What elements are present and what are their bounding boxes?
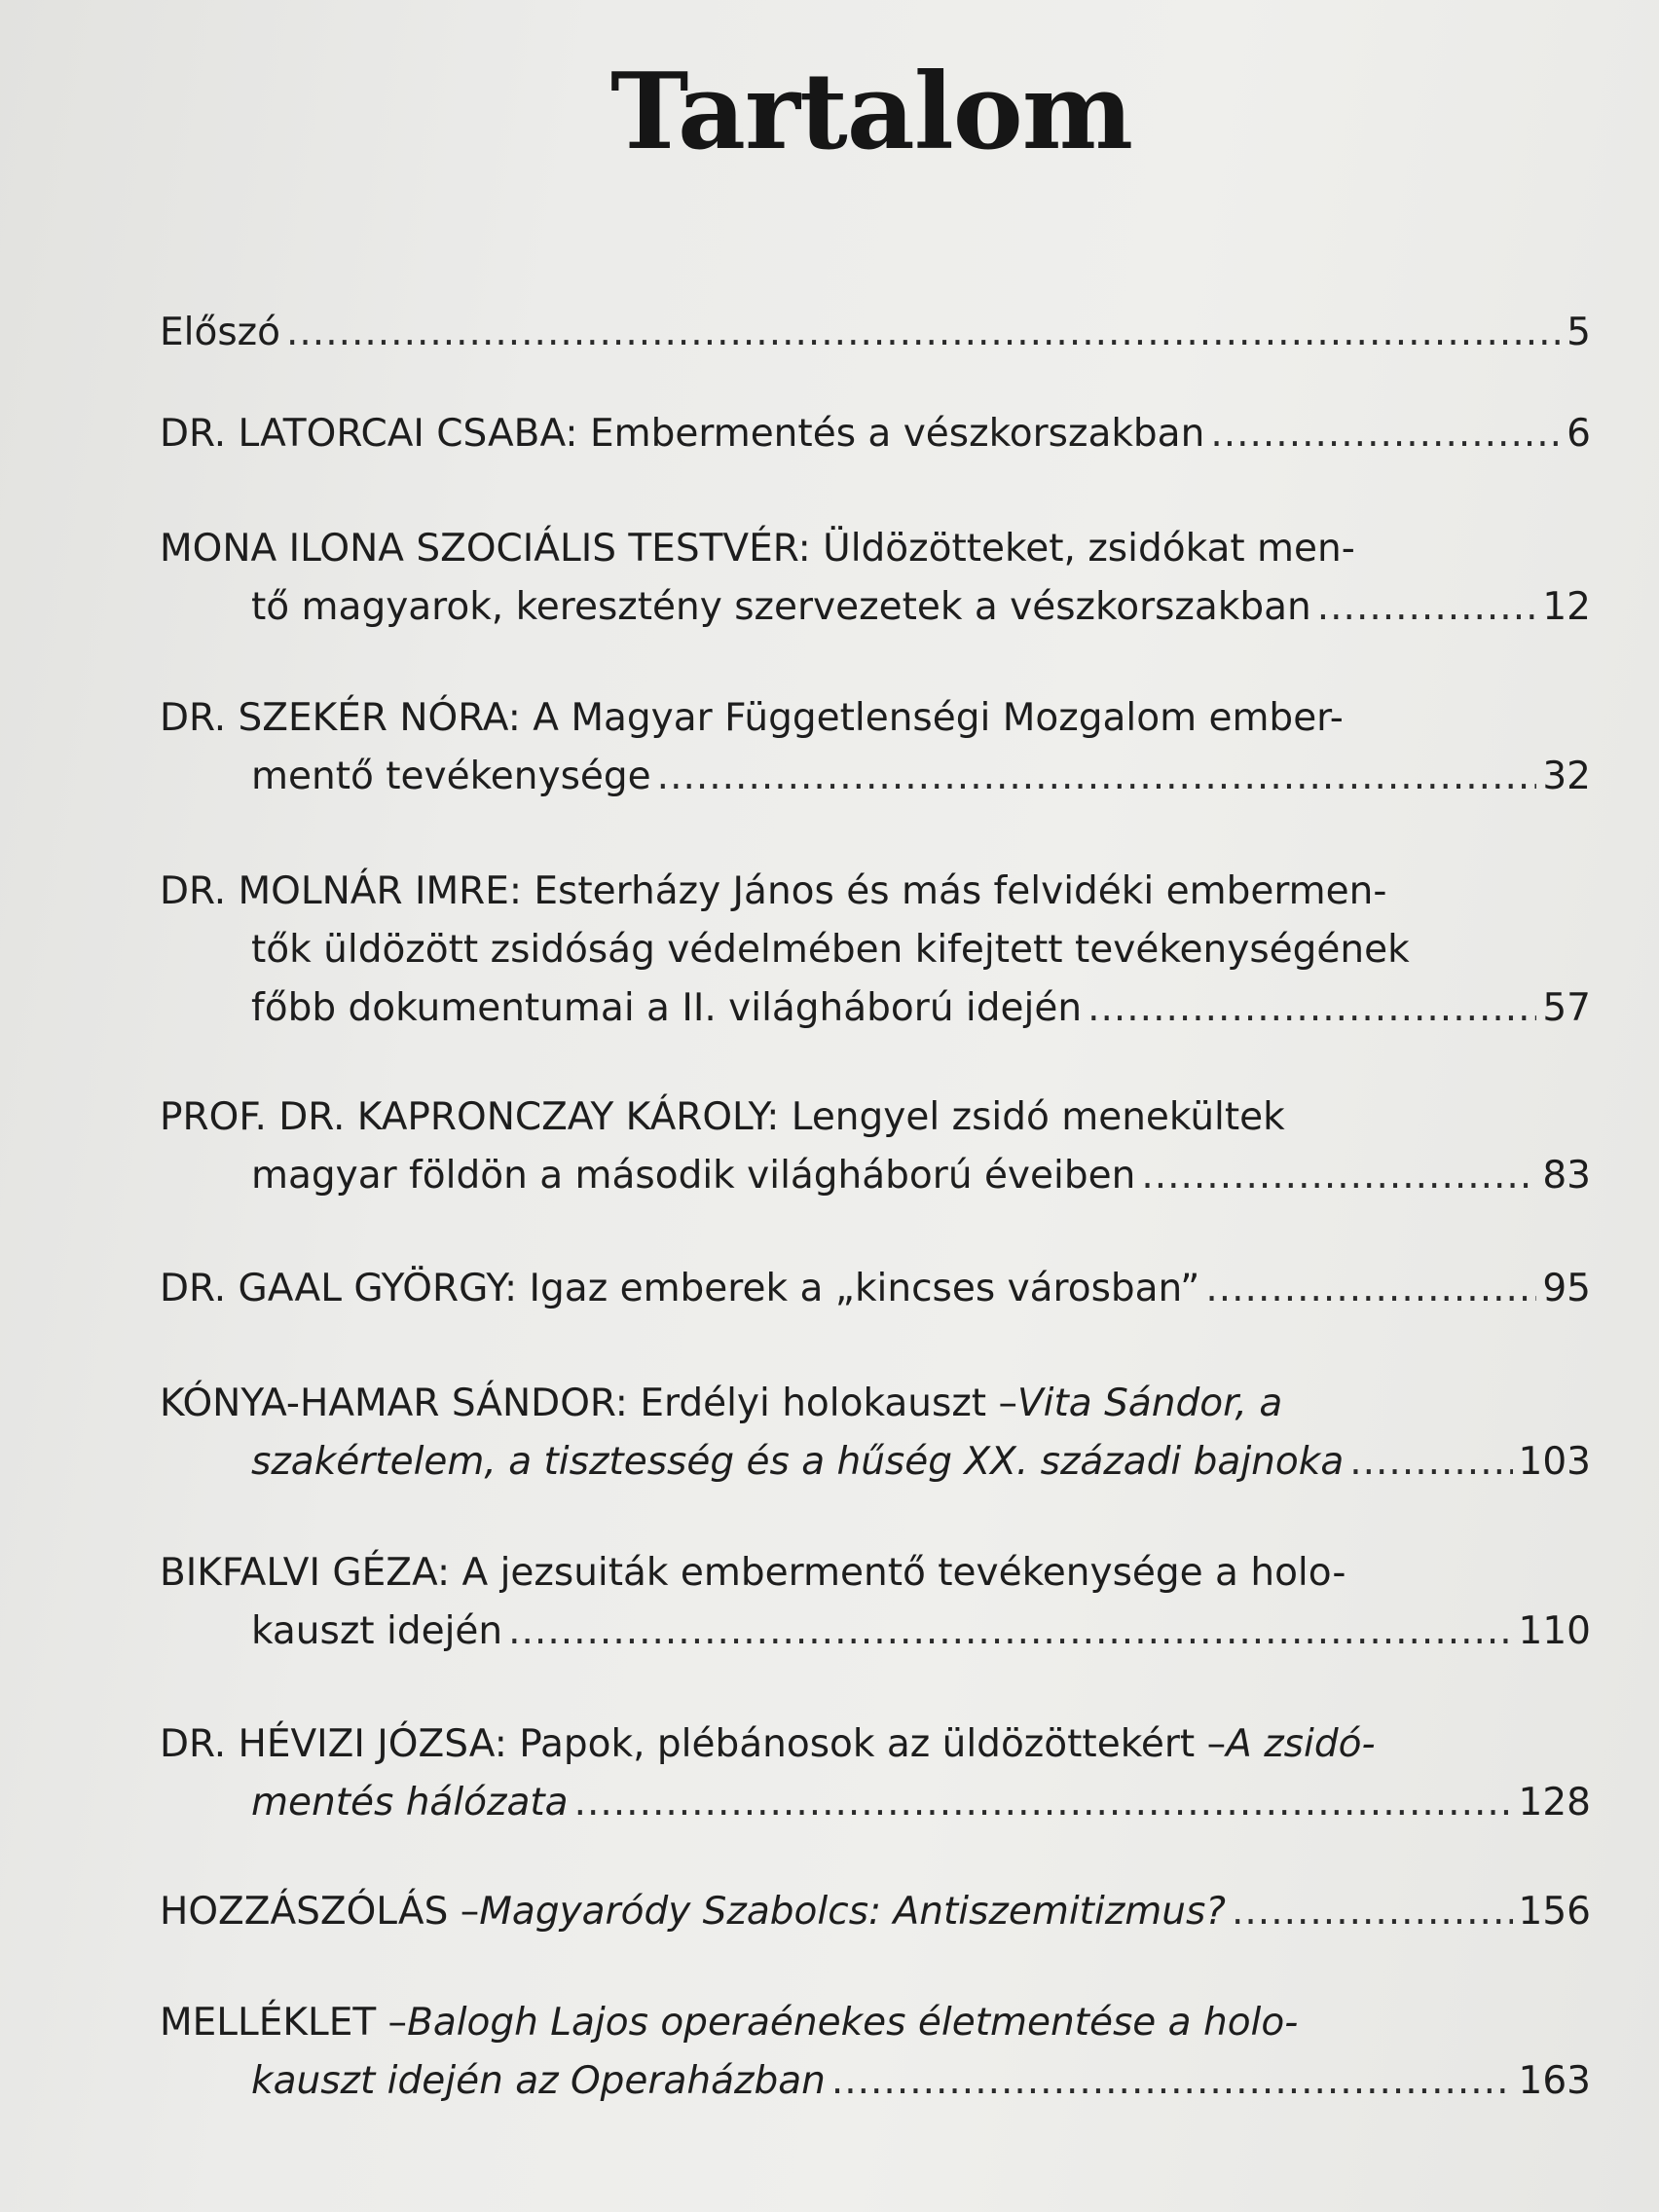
page-number: 103: [1518, 1440, 1591, 1484]
entry-title: BIKFALVI GÉZA: A jezsuiták embermentő tevékenysége a holo-: [160, 1551, 1346, 1595]
page-number: 110: [1518, 1609, 1591, 1653]
entry-title: DR. HÉVIZI JÓZSA: Papok, plébánosok az üldözöttekért –: [160, 1722, 1227, 1766]
entry-subtitle: Vita Sándor, a: [1017, 1382, 1283, 1425]
dot-leader: [1210, 405, 1561, 463]
toc-entry: [160, 1883, 1591, 1941]
dot-leader: [574, 1774, 1513, 1832]
dot-leader: [1349, 1433, 1512, 1492]
entry-title-cont: mentő tevékenysége: [251, 755, 651, 798]
dot-leader: [1088, 979, 1536, 1038]
toc-entry: [160, 689, 1591, 806]
entry-title: MELLÉKLET –: [160, 2001, 408, 2045]
page-title: Tartalom: [609, 51, 1133, 173]
page-number: 163: [1518, 2059, 1591, 2103]
toc-entry: [160, 520, 1591, 637]
entry-title: DR. GAAL GYÖRGY: Igaz emberek a „kincses városban”: [160, 1267, 1200, 1310]
entry-title-cont: tők üldözött zsidóság védelmében kifejtett tevékenységének: [251, 928, 1410, 972]
dot-leader: [1317, 578, 1537, 637]
entry-subtitle-cont: mentés hálózata: [251, 1781, 569, 1825]
entry-subtitle-cont: kauszt idején az Operaházban: [251, 2059, 826, 2103]
entry-title: KÓNYA-HAMAR SÁNDOR: Erdélyi holokauszt –: [160, 1382, 1017, 1425]
toc-entry: [160, 1088, 1591, 1205]
entry-subtitle: A zsidó-: [1226, 1722, 1376, 1766]
entry-subtitle: Balogh Lajos operaénekes életmentése a holo-: [407, 2001, 1299, 2045]
page-number: 6: [1567, 412, 1591, 456]
page-number: 12: [1542, 585, 1591, 629]
entry-title: DR. SZEKÉR NÓRA: A Magyar Függetlenségi Mozgalom ember-: [160, 696, 1344, 740]
dot-leader: [657, 748, 1537, 806]
entry-title: DR. LATORCAI CSABA: Embermentés a vészkorszakban: [160, 412, 1205, 456]
page-number: 95: [1542, 1267, 1591, 1310]
toc-entry: [160, 863, 1591, 1038]
dot-leader: [1232, 1883, 1513, 1941]
page-number: 83: [1542, 1154, 1591, 1198]
page-number: 128: [1518, 1781, 1591, 1825]
page-number: 57: [1542, 986, 1591, 1030]
entry-title-cont: főbb dokumentumai a II. világháború idején: [251, 986, 1083, 1030]
page-number: 5: [1567, 311, 1591, 354]
page-number: 32: [1542, 755, 1591, 798]
toc-entry: [160, 405, 1591, 463]
page-number: 156: [1518, 1890, 1591, 1934]
dot-leader: [286, 304, 1561, 362]
entry-title: DR. MOLNÁR IMRE: Esterházy János és más felvidéki embermen-: [160, 869, 1387, 913]
toc-entry: [160, 1544, 1591, 1661]
entry-subtitle: Magyaródy Szabolcs: Antiszemitizmus?: [479, 1890, 1227, 1934]
dot-leader: [1205, 1260, 1536, 1318]
toc-entry: [160, 1994, 1591, 2111]
toc-entry: [160, 1375, 1591, 1492]
entry-title: MONA ILONA SZOCIÁLIS TESTVÉR: Üldözötteket, zsidókat men-: [160, 527, 1355, 571]
entry-title: HOZZÁSZÓLÁS –: [160, 1890, 480, 1934]
dot-leader: [508, 1603, 1512, 1661]
toc-entry: [160, 304, 1591, 362]
entry-title: Előszó: [160, 311, 280, 354]
entry-title-cont: kauszt idején: [251, 1609, 503, 1653]
toc-entry: [160, 1715, 1591, 1832]
entry-title-cont: tő magyarok, keresztény szervezetek a vészkorszakban: [251, 585, 1311, 629]
entry-title: PROF. DR. KAPRONCZAY KÁROLY: Lengyel zsidó menekültek: [160, 1095, 1285, 1139]
entry-subtitle-cont: szakértelem, a tisztesség és a hűség XX. századi bajnoka: [251, 1440, 1345, 1484]
entry-title-cont: magyar földön a második világháború éveiben: [251, 1154, 1136, 1198]
dot-leader: [831, 2052, 1513, 2111]
toc-entry: [160, 1260, 1591, 1318]
dot-leader: [1141, 1147, 1536, 1205]
